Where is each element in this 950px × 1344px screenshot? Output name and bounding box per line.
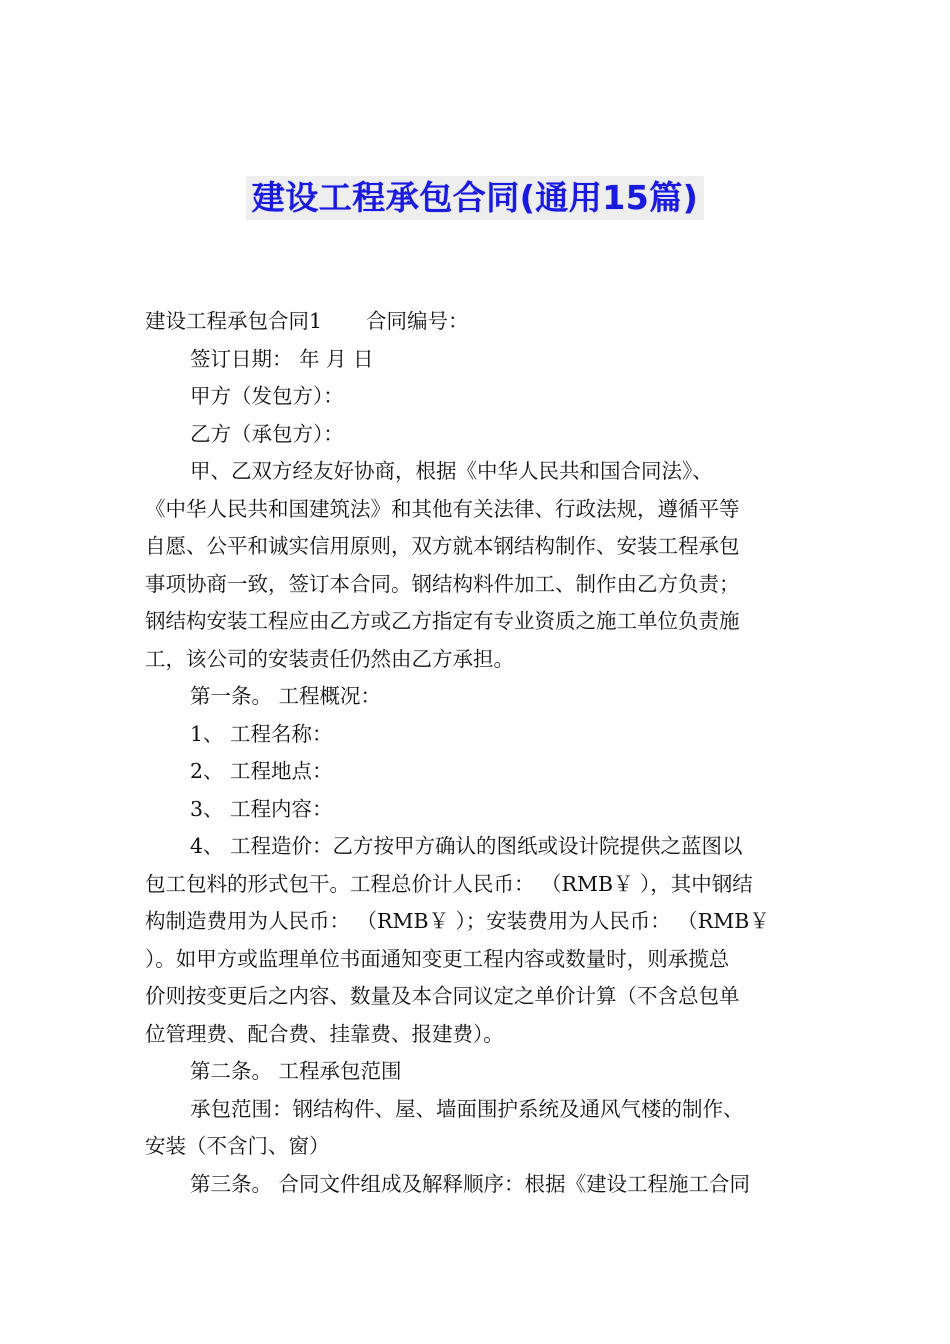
document-body	[145, 303, 807, 1203]
scope-line-2: 安装（不含门、窗）	[145, 1134, 330, 1158]
para1-line-1: 甲、乙双方经友好协商，根据《中华人民共和国合同法》、	[190, 459, 713, 483]
item-4-line-2: 包工包料的形式包干。工程总价计人民币： （RMB￥ ），其中钢结	[145, 871, 753, 896]
contract-number-label: 合同编号：	[366, 309, 469, 333]
item-4-line-1: 4、 工程造价：乙方按甲方确认的图纸或设计院提供之蓝图以	[190, 834, 743, 858]
document-title: 建设工程承包合同(通用15篇)	[246, 176, 705, 220]
item-4-line-4: ）。如甲方或监理单位书面通知变更工程内容或数量时，则承揽总	[145, 946, 730, 971]
item-3-line: 3、 工程内容：	[190, 796, 333, 821]
party-b-line: 乙方（承包方）：	[190, 421, 344, 446]
item-4-line-5: 价则按变更后之内容、数量及本合同议定之单价计算（不含总包单	[145, 984, 740, 1008]
para1-line-2: 《中华人民共和国建筑法》和其他有关法律、行政法规，遵循平等	[145, 496, 740, 521]
scope-line-1: 承包范围：钢结构件、屋、墙面围护系统及通风气楼的制作、	[190, 1096, 744, 1121]
title-container	[0, 176, 950, 220]
item-4-line-6: 位管理费、配合费、挂靠费、报建费）。	[145, 1021, 504, 1046]
para1-line-5: 钢结构安装工程应由乙方或乙方指定有专业资质之施工单位负责施	[145, 609, 740, 633]
party-a-line: 甲方（发包方）：	[190, 384, 344, 408]
item-1-line: 1、 工程名称：	[190, 721, 333, 746]
article-1-heading: 第一条。 工程概况：	[190, 684, 382, 708]
para1-line-3: 自愿、公平和诚实信用原则，双方就本钢结构制作、安装工程承包	[145, 534, 740, 558]
article-3-heading: 第三条。 合同文件组成及解释顺序：根据《建设工程施工合同	[190, 1171, 751, 1196]
para1-line-4: 事项协商一致，签订本合同。钢结构料件加工、制作由乙方负责；	[145, 571, 740, 596]
article-2-heading: 第二条。 工程承包范围	[190, 1059, 402, 1083]
contract-heading: 建设工程承包合同1	[145, 309, 323, 333]
heading-line	[145, 303, 807, 341]
para1-line-6: 工，该公司的安装责任仍然由乙方承担。	[145, 646, 514, 671]
sign-date-line: 签订日期： 年 月 日	[190, 346, 374, 371]
item-4-line-3: 构制造费用为人民币： （RMB￥ ）；安装费用为人民币： （RMB￥	[145, 909, 770, 933]
item-2-line: 2、 工程地点：	[190, 759, 333, 783]
